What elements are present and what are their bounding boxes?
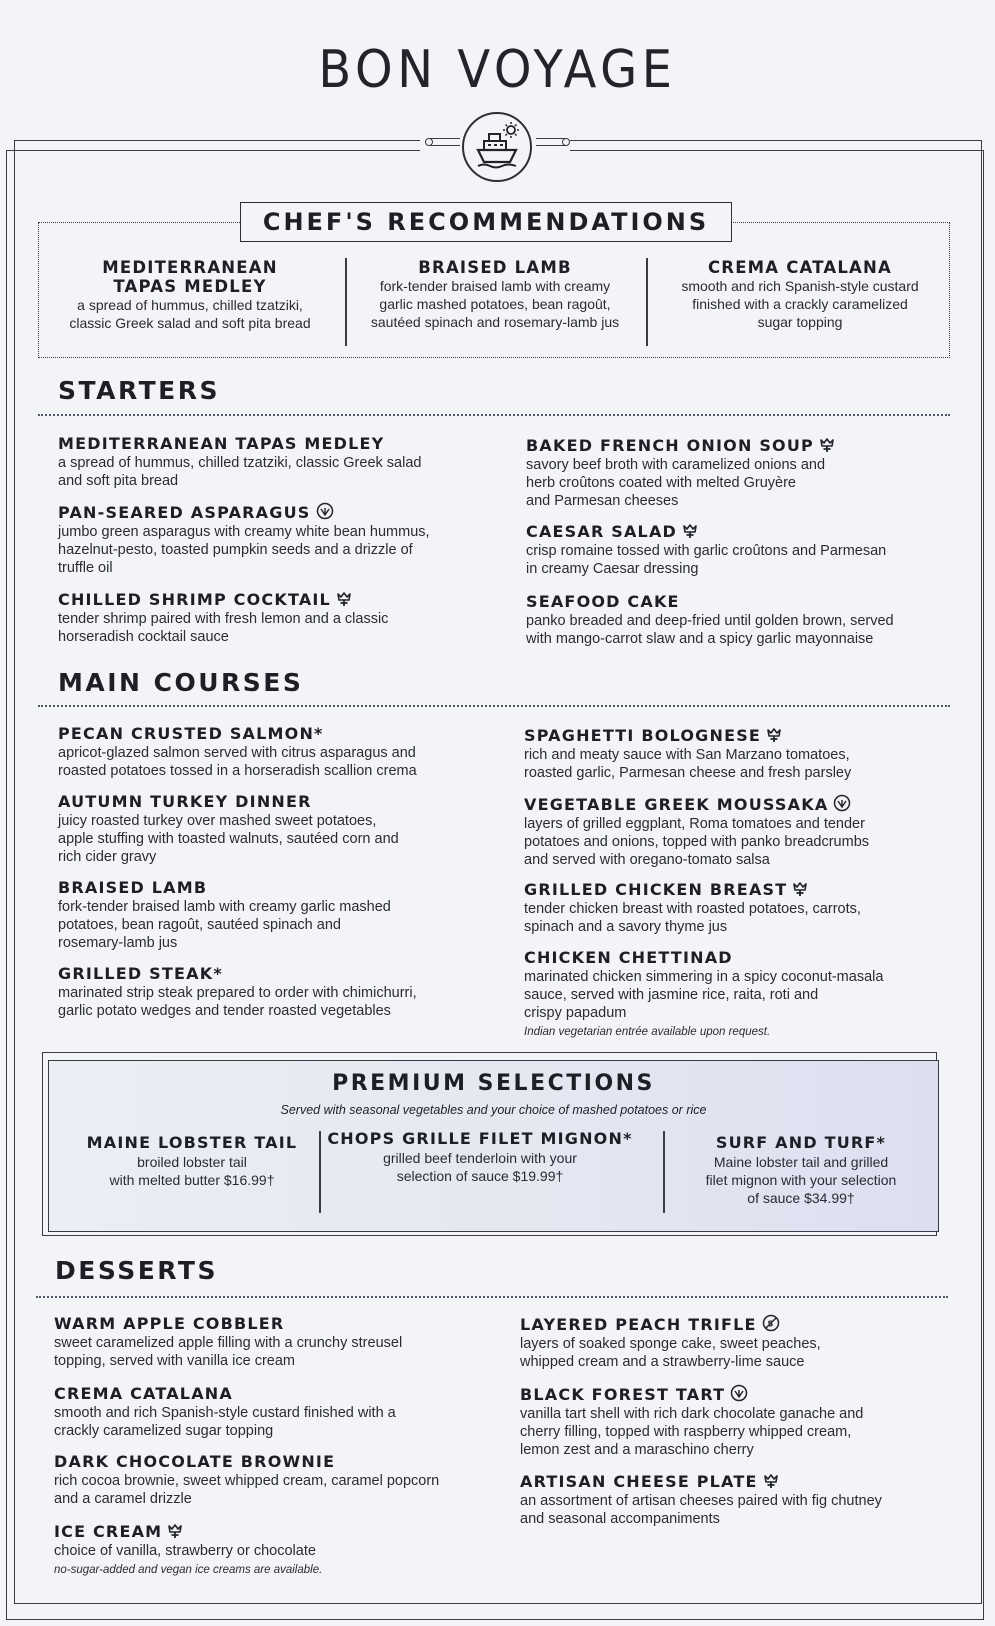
menu-item	[58, 878, 391, 952]
item-desc: truffle oil	[58, 560, 113, 576]
item-desc: broiled lobster tail	[137, 1154, 247, 1170]
item-desc: spinach and a savory thyme jus	[524, 919, 728, 935]
item-name: PAN-SEARED ASPARAGUS	[58, 503, 311, 522]
menu-item	[54, 1452, 439, 1508]
item-name: CREMA CATALANA	[54, 1384, 233, 1403]
item-desc: smooth and rich Spanish-style custard finished with a	[54, 1405, 396, 1421]
item-desc: rich cider gravy	[58, 849, 157, 865]
chef-item-braised-lamb	[350, 258, 640, 331]
section-heading-main-courses: MAIN COURSES	[58, 668, 304, 697]
premium-selections-box	[48, 1060, 939, 1232]
item-desc: crisp romaine tossed with garlic croûtons and Parmesan	[526, 543, 887, 559]
item-desc: savory beef broth with caramelized onions and	[526, 457, 826, 473]
item-desc: and seasonal accompaniments	[520, 1511, 720, 1527]
menu-item	[58, 502, 430, 577]
item-desc: choice of vanilla, strawberry or chocolate	[54, 1543, 316, 1559]
menu-item	[520, 1472, 882, 1528]
item-desc: in creamy Caesar dressing	[526, 561, 699, 577]
item-name: SPAGHETTI BOLOGNESE	[524, 726, 762, 745]
item-name: ICE CREAM	[54, 1522, 163, 1541]
item-desc: herb croûtons coated with melted Gruyère	[526, 475, 796, 491]
item-desc: topping, served with vanilla ice cream	[54, 1353, 295, 1369]
menu-item	[58, 724, 417, 780]
item-desc: selection of sauce $19.99†	[396, 1168, 564, 1184]
item-desc: Maine lobster tail and grilled	[713, 1154, 889, 1170]
vegetarian-icon	[730, 1384, 748, 1402]
menu-item	[520, 1314, 821, 1371]
premium-title: PREMIUM SELECTIONS	[332, 1071, 655, 1096]
item-desc: panko breaded and deep-fried until golden brown, served	[526, 613, 894, 629]
section-divider	[36, 1296, 948, 1298]
menu-item	[524, 794, 869, 869]
item-desc: tender shrimp paired with fresh lemon and a classic	[58, 611, 389, 627]
item-name: SEAFOOD CAKE	[526, 592, 680, 611]
chefs-recommendations-title: CHEF'S RECOMMENDATIONS	[240, 202, 732, 242]
item-desc: marinated chicken simmering in a spicy coconut-masala	[524, 969, 884, 985]
item-desc: roasted garlic, Parmesan cheese and fresh parsley	[524, 765, 852, 781]
menu-item	[526, 522, 886, 578]
item-name: BRAISED LAMB	[58, 878, 208, 897]
menu-item	[520, 1384, 863, 1459]
menu-item	[526, 592, 894, 648]
item-desc: filet mignon with your selection	[705, 1172, 897, 1188]
item-desc: fork-tender braised lamb with creamy	[379, 278, 611, 294]
menu-item	[58, 434, 421, 490]
item-desc: apricot-glazed salmon served with citrus asparagus and	[58, 745, 416, 761]
item-name: MEDITERRANEAN TAPAS MEDLEY	[58, 434, 385, 453]
section-divider	[38, 705, 950, 707]
item-name: CHILLED SHRIMP COCKTAIL	[58, 590, 331, 609]
divider	[319, 1131, 321, 1213]
royal-classic-crown-icon	[792, 881, 808, 897]
divider	[646, 258, 648, 346]
item-desc: jumbo green asparagus with creamy white bean hummus,	[58, 524, 430, 540]
premium-item	[325, 1129, 635, 1185]
vegetarian-icon	[316, 502, 334, 520]
item-desc: rich cocoa brownie, sweet whipped cream, caramel popcorn	[54, 1473, 440, 1489]
item-desc: juicy roasted turkey over mashed sweet potatoes,	[58, 813, 377, 829]
item-desc: finished with a crackly caramelized	[692, 296, 908, 312]
item-desc: fork-tender braised lamb with creamy garlic mashed	[58, 899, 391, 915]
item-desc: a spread of hummus, chilled tzatziki, classic Greek salad	[58, 455, 422, 471]
royal-classic-crown-icon	[766, 727, 782, 743]
chef-item-crema-catalana	[655, 258, 945, 331]
section-heading-desserts: DESSERTS	[55, 1256, 218, 1285]
item-desc: sweet caramelized apple filling with a crunchy streusel	[54, 1335, 403, 1351]
item-desc: rosemary-lamb jus	[58, 935, 178, 951]
royal-classic-crown-icon	[336, 591, 352, 607]
page-title: BON VOYAGE	[318, 40, 677, 100]
item-name: AUTUMN TURKEY DINNER	[58, 792, 312, 811]
item-name: CHICKEN CHETTINAD	[524, 948, 733, 967]
item-desc: crispy papadum	[524, 1005, 627, 1021]
section-heading-starters: STARTERS	[58, 376, 220, 405]
menu-item	[524, 948, 883, 1040]
item-desc: with mango-carrot slaw and a spicy garlic mayonnaise	[526, 631, 874, 647]
item-desc: and soft pita bread	[58, 473, 179, 489]
item-desc: apple stuffing with toasted walnuts, sautéed corn and	[58, 831, 399, 847]
item-name: GRILLED STEAK*	[58, 964, 223, 983]
item-desc: vanilla tart shell with rich dark chocolate ganache and	[520, 1406, 864, 1422]
item-name: ARTISAN CHEESE PLATE	[520, 1472, 758, 1491]
royal-classic-crown-icon	[763, 1473, 779, 1489]
item-name: BRAISED LAMB	[418, 258, 572, 277]
item-desc: and a caramel drizzle	[54, 1491, 192, 1507]
item-desc: sautéed spinach and rosemary-lamb jus	[370, 314, 620, 330]
item-name: TAPAS MEDLEY	[113, 277, 267, 296]
item-desc: sauce, served with jasmine rice, raita, roti and	[524, 987, 819, 1003]
item-note: Indian vegetarian entrée available upon request.	[524, 1026, 771, 1038]
item-name: DARK CHOCOLATE BROWNIE	[54, 1452, 336, 1471]
item-desc: potatoes and onions, topped with panko breadcrumbs	[524, 834, 870, 850]
item-name: CAESAR SALAD	[526, 522, 678, 541]
item-desc: smooth and rich Spanish-style custard	[681, 278, 919, 294]
menu-item	[526, 436, 835, 510]
premium-item	[671, 1133, 931, 1207]
item-name: SURF AND TURF*	[715, 1133, 887, 1152]
menu-item	[58, 590, 388, 646]
section-divider	[38, 414, 950, 416]
item-name: MAINE LOBSTER TAIL	[86, 1133, 298, 1152]
item-name: WARM APPLE COBBLER	[54, 1314, 285, 1333]
item-note: no-sugar-added and vegan ice creams are available.	[54, 1564, 323, 1576]
divider	[345, 258, 347, 346]
premium-subtitle: Served with seasonal vegetables and your choice of mashed potatoes or rice	[280, 1103, 707, 1117]
emblem-line-left	[430, 138, 460, 146]
ship-emblem-icon	[462, 112, 532, 182]
item-desc: horseradish cocktail sauce	[58, 629, 229, 645]
divider	[663, 1131, 665, 1213]
vegetarian-icon	[833, 794, 851, 812]
item-desc: and served with oregano-tomato salsa	[524, 852, 770, 868]
item-desc: tender chicken breast with roasted potatoes, carrots,	[524, 901, 861, 917]
item-desc: crackly caramelized sugar topping	[54, 1423, 274, 1439]
item-desc: grilled beef tenderloin with your	[383, 1150, 577, 1166]
royal-classic-crown-icon	[682, 523, 698, 539]
item-desc: cherry filling, topped with raspberry whipped cream,	[520, 1424, 852, 1440]
item-desc: layers of soaked sponge cake, sweet peaches,	[520, 1336, 821, 1352]
item-name: CHOPS GRILLE FILET MIGNON*	[327, 1129, 633, 1148]
item-desc: potatoes, bean ragoût, sautéed spinach and	[58, 917, 341, 933]
item-desc: classic Greek salad and soft pita bread	[69, 315, 311, 331]
item-desc: garlic potato wedges and tender roasted vegetables	[58, 1003, 391, 1019]
item-desc: whipped cream and a strawberry-lime sauce	[520, 1354, 805, 1370]
no-sugar-added-icon	[762, 1314, 780, 1332]
menu-item	[54, 1384, 396, 1440]
item-desc: and Parmesan cheeses	[526, 493, 679, 509]
item-desc: hazelnut-pesto, toasted pumpkin seeds and a drizzle of	[58, 542, 413, 558]
item-name: CREMA CATALANA	[707, 258, 893, 277]
premium-item	[67, 1133, 317, 1189]
royal-classic-crown-icon	[819, 437, 835, 453]
item-name: BLACK FOREST TART	[520, 1385, 726, 1404]
item-desc: lemon zest and a maraschino cherry	[520, 1442, 754, 1458]
chef-item-tapas	[50, 258, 330, 332]
item-name: GRILLED CHICKEN BREAST	[524, 880, 788, 899]
emblem-dot-right	[562, 138, 570, 146]
item-desc: with melted butter $16.99†	[109, 1172, 275, 1188]
item-name: VEGETABLE GREEK MOUSSAKA	[524, 795, 829, 814]
emblem-dot-left	[425, 138, 433, 146]
item-desc: roasted potatoes tossed in a horseradish scallion crema	[58, 763, 417, 779]
item-desc: sugar topping	[757, 314, 843, 330]
item-desc: garlic mashed potatoes, bean ragoût,	[379, 296, 611, 312]
menu-item	[58, 792, 399, 866]
menu-item	[58, 964, 417, 1020]
menu-item	[524, 726, 851, 782]
item-name: MEDITERRANEAN	[102, 258, 278, 277]
royal-classic-crown-icon	[167, 1523, 183, 1539]
item-desc: layers of grilled eggplant, Roma tomatoes and tender	[524, 816, 865, 832]
menu-item	[54, 1314, 402, 1370]
menu-item	[54, 1522, 322, 1578]
item-name: PECAN CRUSTED SALMON*	[58, 724, 324, 743]
item-desc: a spread of hummus, chilled tzatziki,	[77, 297, 303, 313]
item-desc: marinated strip steak prepared to order with chimichurri,	[58, 985, 417, 1001]
menu-item	[524, 880, 861, 936]
item-name: LAYERED PEACH TRIFLE	[520, 1315, 757, 1334]
item-name: BAKED FRENCH ONION SOUP	[526, 436, 814, 455]
item-desc: of sauce $34.99†	[747, 1190, 855, 1206]
item-desc: an assortment of artisan cheeses paired with fig chutney	[520, 1493, 882, 1509]
item-desc: rich and meaty sauce with San Marzano tomatoes,	[524, 747, 850, 763]
